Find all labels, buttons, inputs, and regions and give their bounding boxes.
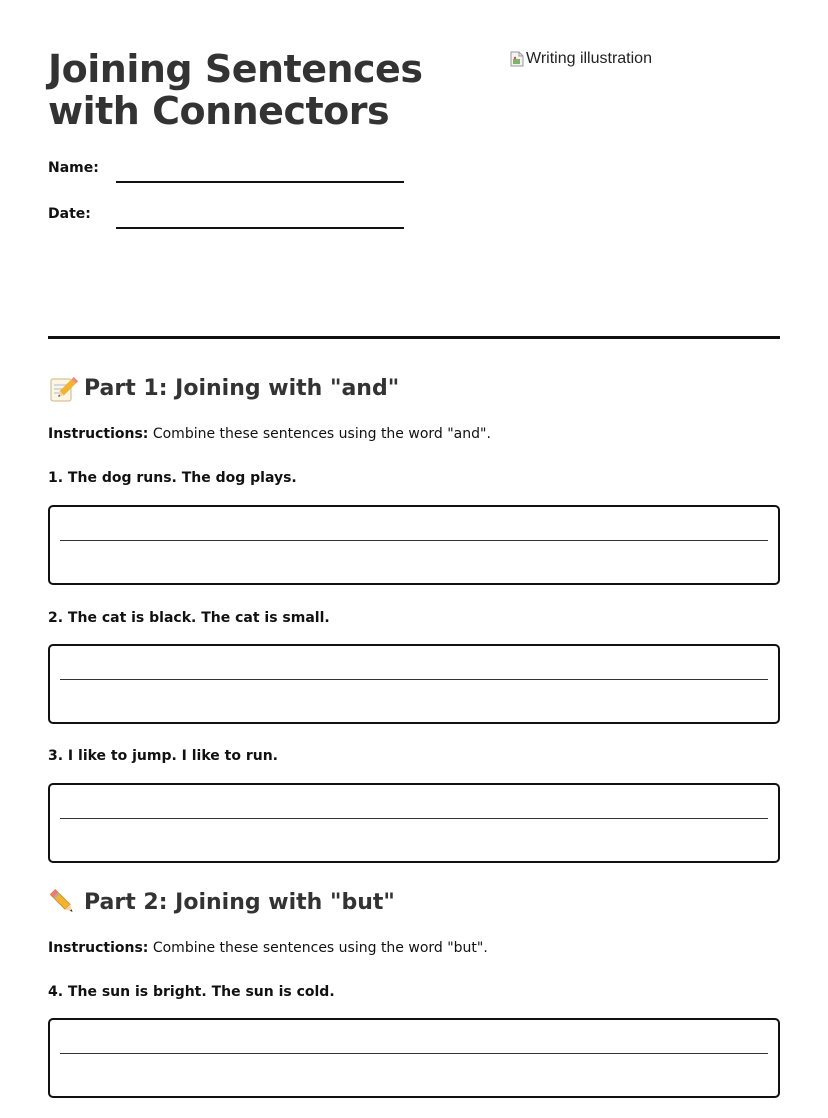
part2-instructions-text: Combine these sentences using the word "but". [148, 940, 488, 956]
broken-image-icon [510, 51, 524, 67]
answer-line [60, 818, 768, 819]
question-1: 1. The dog runs. The dog plays. [48, 470, 297, 486]
date-label: Date: [48, 206, 91, 222]
memo-pencil-icon [48, 375, 78, 403]
part2-heading-text: Part 2: Joining with "but" [84, 890, 395, 915]
name-label: Name: [48, 160, 99, 176]
illustration-alt-text: Writing illustration [526, 50, 652, 67]
date-field-row [48, 205, 404, 229]
name-field-row [48, 159, 404, 183]
section-divider [48, 336, 780, 339]
answer-line [60, 679, 768, 680]
part2-instructions-label: Instructions: [48, 940, 149, 956]
part1-instructions-text: Combine these sentences using the word "and". [148, 426, 491, 442]
pencil-icon [48, 889, 78, 917]
part2-instructions [48, 939, 488, 957]
answer-box-2[interactable] [48, 644, 780, 724]
part1-heading-text: Part 1: Joining with "and" [84, 376, 400, 401]
answer-line [60, 1053, 768, 1054]
question-2: 2. The cat is black. The cat is small. [48, 610, 330, 626]
date-field-line[interactable] [116, 205, 404, 229]
page-title: Joining Sentences with Connectors [48, 47, 423, 133]
name-field-line[interactable] [116, 159, 404, 183]
question-4: 4. The sun is bright. The sun is cold. [48, 984, 335, 1000]
answer-box-4[interactable] [48, 1018, 780, 1098]
answer-line [60, 540, 768, 541]
part1-instructions [48, 425, 491, 443]
part1-heading [48, 375, 399, 403]
answer-box-1[interactable] [48, 505, 780, 585]
writing-illustration [510, 50, 652, 68]
part2-heading [48, 889, 395, 917]
question-3: 3. I like to jump. I like to run. [48, 748, 278, 764]
answer-box-3[interactable] [48, 783, 780, 863]
part1-instructions-label: Instructions: [48, 426, 149, 442]
